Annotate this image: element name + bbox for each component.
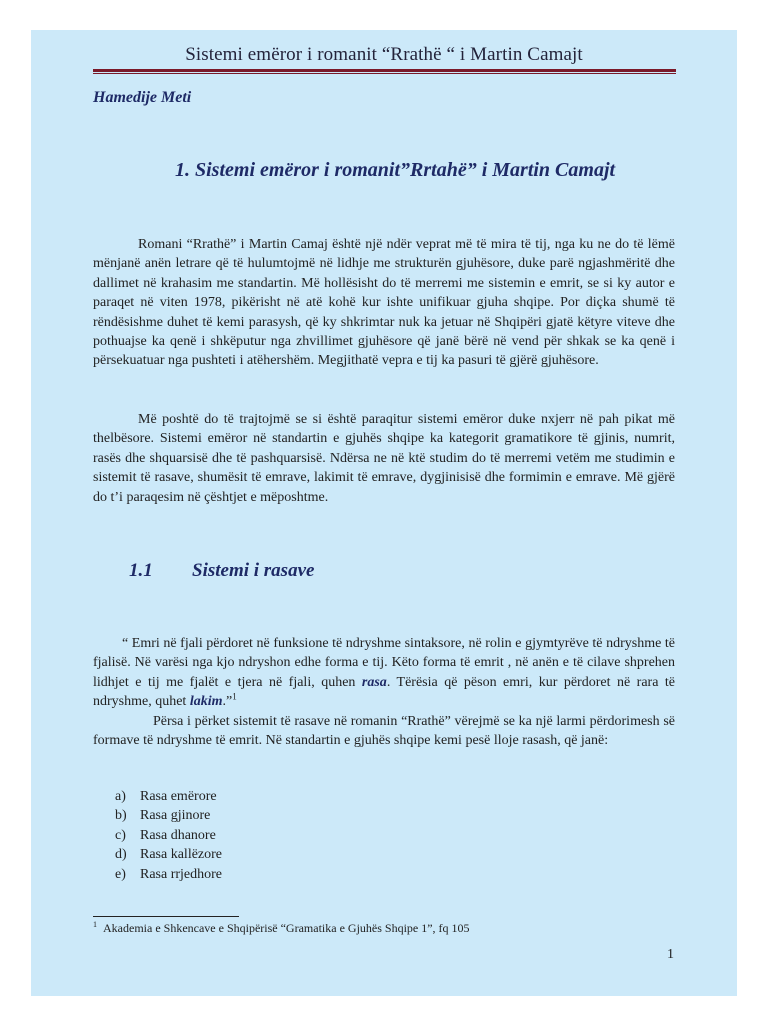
- footnote-divider: [93, 916, 239, 917]
- list-item-label: Rasa emërore: [140, 789, 217, 804]
- list-item: [115, 845, 222, 864]
- quote-paragraph: [93, 634, 675, 712]
- cases-paragraph: Përsa i përket sistemit të rasave në romanin “Rrathë” vërejmë se ka një larmi përdorimesh së formave të ndryshme të emrit. Në standartin e gjuhës shqipe kemi pesë lloje rasash, që janë:: [93, 714, 675, 749]
- list-item-label: Rasa kallëzore: [140, 847, 223, 863]
- list-item-label: Rasa gjinore: [140, 808, 211, 824]
- case-list: [115, 787, 222, 884]
- page-number: 1: [667, 947, 674, 962]
- document-page: [31, 30, 737, 996]
- list-item-label: Rasa rrjedhore: [140, 866, 223, 882]
- footnote-text: Akademia e Shkencave e Shqipërisë “Gramatika e Gjuhës Shqipe 1”, fq 105: [103, 921, 470, 935]
- overview-paragraph: Më poshtë do të trajtojmë se si është paraqitur sistemi emëror duke nxjerr në pah pikat më thelbësore. Sistemi emëror në standartin e gjuhës shqipe ka kategorit gramatikore të gjinis, numrit, rasës dhe shquarsisë dhe të pashquarsisë. Ndërsa ne në ktë studim do të merremi vetëm me studimin e sistemit të rasave, shumësit të emrave, lakimit të emrave, dygjinisisë dhe formimin e emrave. Më gjërë do t’i paraqesim në çështjet e mëposhtme.: [93, 412, 675, 505]
- list-marker: b): [115, 808, 127, 824]
- subsection-number: 1.1: [129, 560, 153, 581]
- list-item-label: Rasa dhanore: [140, 827, 216, 843]
- footnote-number: 1: [93, 920, 97, 929]
- quote-text-middle: . Tërësia që pëson emri, kur përdoret në rara të ndryshme, quhet: [93, 674, 675, 710]
- running-header: Sistemi emëror i romanit “Rrathë “ i Martin Camajt: [185, 44, 583, 65]
- section-heading: 1. Sistemi emëror i romanit”Rrtahë” i Martin Camajt: [175, 159, 616, 181]
- list-item: [115, 787, 222, 806]
- author-name: Hamedije Meti: [93, 89, 192, 106]
- intro-paragraph: Romani “Rrathë” i Martin Camaj është një ndër veprat më të mira të tij, nga ku ne do të lëmë mënjanë anën letrare që të hulumtojmë në lidhje me strukturën gjuhësore, duke parë ngjashmëritë dhe dallimet në krahasim me standartin. Më hollësisht do të merremi me sistemin e emrit, se si ky autor e paraqet në viten 1978, pikërisht në atë kohë kur ishte unifikuar gjuha shqipe. Por diçka shumë të rëndësishme duhet të kemi parasysh, që ky shkrimtar nuk ka jetuar në Shqipëri gjatë këtyre viteve dhe pothuajse ka qenë i shkëputur nga zhvillimet gjuhësore që janë bërë në vend për shkak se ka qenë i përsekuatuar nga pushteti i atëhershëm. Megjithatë vepra e tij ka pasuri të gjërë gjuhësore.: [93, 237, 675, 369]
- term-rasa: rasa: [361, 674, 387, 690]
- list-marker: a): [115, 789, 126, 804]
- subsection-title: Sistemi i rasave: [192, 560, 315, 581]
- list-marker: c): [115, 827, 126, 843]
- list-marker: d): [115, 847, 127, 863]
- term-lakim: lakim: [189, 694, 223, 710]
- header-rule: [93, 69, 676, 72]
- list-item: [115, 826, 222, 845]
- list-item: [115, 806, 222, 825]
- list-marker: e): [115, 866, 126, 882]
- quote-text: “ Emri në fjali përdoret në funksione të ndryshme sintaksore, në rolin e gjymtyrëve të ndryshme të fjalisë. Në varësi nga kjo ndryshon edhe forma e tij. Këto forma të emrit , në anën e të cilave shprehen lidhjet e tij me fjalët e tjera në fjali, quhen: [93, 636, 675, 690]
- header-rule-thin: [93, 73, 676, 74]
- list-item: [115, 865, 222, 884]
- quote-text-end: .”: [222, 694, 233, 710]
- footnote: [93, 920, 470, 936]
- footnote-reference[interactable]: 1: [232, 691, 237, 702]
